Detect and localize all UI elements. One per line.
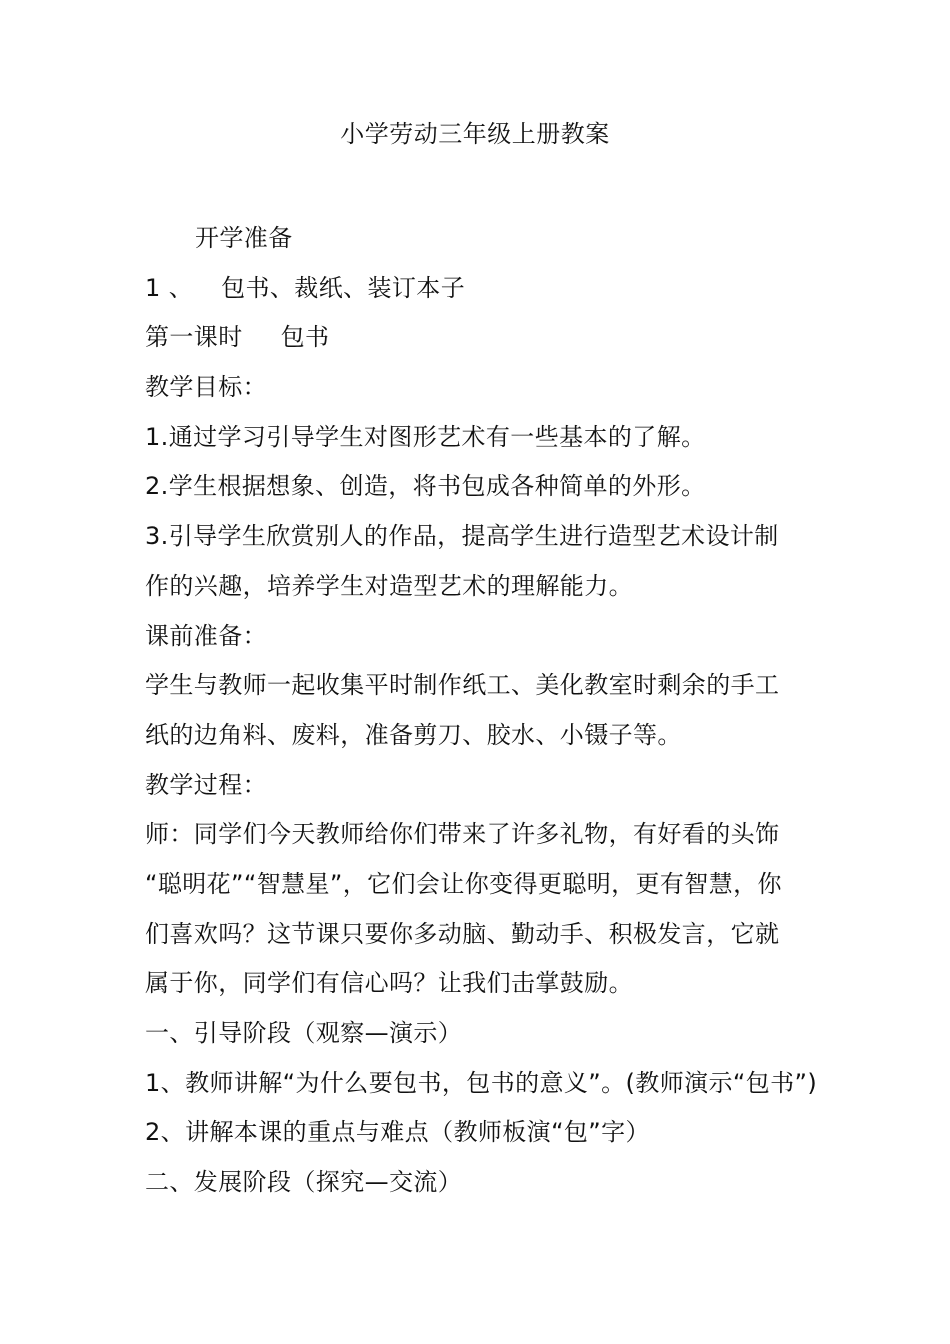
paragraph-line: 1.通过学习引导学生对图形艺术有一些基本的了解。: [145, 422, 706, 451]
paragraph-line: 作的兴趣，培养学生对造型艺术的理解能力。: [145, 571, 633, 600]
paragraph-line: 师：同学们今天教师给你们带来了许多礼物，有好看的头饰: [145, 820, 780, 849]
lesson-heading: [145, 264, 810, 314]
paragraph-line: 纸的边角料、废料，准备剪刀、胶水、小镊子等。: [145, 720, 682, 749]
lesson-number: 1 、: [145, 273, 194, 302]
paragraph-line: 学生与教师一起收集平时制作纸工、美化教室时剩余的手工: [145, 671, 780, 700]
period-label: 第一课时: [145, 323, 243, 352]
period-topic: 包书: [280, 323, 330, 352]
paragraph-line: 1、教师讲解“为什么要包书，包书的意义”。(教师演示“包书”): [145, 1068, 818, 1097]
lesson-name: 包书、裁纸、装订本子: [221, 273, 466, 302]
paragraph-line: 课前准备：: [145, 621, 267, 650]
section-heading: 开学准备: [195, 224, 293, 252]
paragraph-line: 属于你，同学们有信心吗？让我们击掌鼓励。: [145, 969, 633, 998]
document-body: [145, 214, 818, 1208]
period-heading: [145, 313, 810, 363]
paragraph-line: 2、讲解本课的重点与难点（教师板演“包”字）: [145, 1118, 650, 1147]
paragraph-line: 3.引导学生欣赏别人的作品，提高学生进行造型艺术设计制: [145, 522, 779, 551]
paragraph-line: 二、发展阶段（探究—交流）: [145, 1168, 463, 1197]
paragraph-line: 教学目标：: [145, 373, 267, 402]
paragraph-line: 一、引导阶段（观察—演示）: [145, 1019, 463, 1047]
paragraph-line: 教学过程：: [145, 770, 267, 799]
paragraph-line: 们喜欢吗？这节课只要你多动脑、勤动手、积极发言，它就: [145, 919, 780, 948]
paragraph-line: “聪明花”“智慧星”，它们会让你变得更聪明，更有智慧，你: [145, 869, 782, 898]
paragraph-line: 2.学生根据想象、创造，将书包成各种简单的外形。: [145, 472, 706, 501]
document-title: 小学劳动三年级上册教案: [340, 120, 610, 148]
